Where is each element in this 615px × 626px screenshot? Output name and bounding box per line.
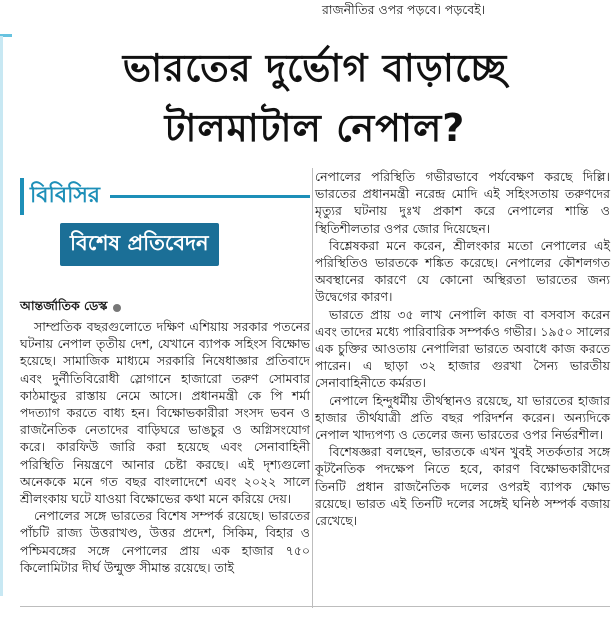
article-column-right <box>315 168 610 608</box>
desk-label: আন্তর্জাতিক ডেস্ক <box>20 298 108 313</box>
paragraph: বিশেষজ্ঞরা বলছেন, ভারতকে এখন খুবই সতর্কতার সঙ্গে কূটনৈতিক পদক্ষেপ নিতে হবে, কারণ বিক্ষোভকারীদের তিনটি প্রধান রাজনৈতিক দলের ওপরই ব্যাপক ক্ষোভ রয়েছে। ভারত এই তিনটি দলের সঙ্গেই ঘনিষ্ঠ সম্পর্ক বজায় রেখেছে। <box>315 444 610 529</box>
paragraph: নেপালে হিন্দুধর্মীয় তীর্থস্থানও রয়েছে, যা ভারতের হাজার হাজার তীর্থযাত্রী প্রতি বছর পরিদর্শন করেন। অন্যদিকে নেপাল খাদ্যপণ্য ও তেলের জন্য ভারতের ওপর নির্ভরশীল। <box>315 392 610 443</box>
bbc-rule <box>110 195 310 198</box>
bbc-label: বিবিসির <box>20 178 106 215</box>
paragraph: নেপালের সঙ্গে ভারতের বিশেষ সম্পর্ক রয়েছে। ভারতের পাঁচটি রাজ্য উত্তরাখণ্ড, উত্তর প্রদেশ, সিকিম, বিহার ও পশ্চিমবঙ্গের সঙ্গে নেপালের প্রায় এক হাজার ৭৫০ কিলোমিটার দীর্ঘ উন্মুক্ত সীমান্ত রয়েছে। তাই <box>20 508 310 575</box>
previous-column-end: রাজনীতির ওপর পড়বে। পড়বেই। <box>322 2 486 17</box>
article-column-left <box>20 176 310 616</box>
paragraph: নেপালের পরিস্থিতি গভীরভাবে পর্যবেক্ষণ করছে দিল্লি। ভারতের প্রধানমন্ত্রী নরেন্দ্র মোদি এই সহিংসতায় তরুণদের মৃত্যুর ঘটনায় দুঃখ প্রকাশ করে নেপালের শান্তি ও স্থিতিশীলতার ওপর জোর দিয়েছেন। <box>315 169 610 236</box>
paragraph: সাম্প্রতিক বছরগুলোতে দক্ষিণ এশিয়ায় সরকার পতনের ঘটনায় নেপাল তৃতীয় দেশ, যেখানে ব্যাপক সহিংস বিক্ষোভ হয়েছে। সামাজিক মাধ্যমে সরকারি নিষেধাজ্ঞার প্রতিবাদে এবং দুর্নীতিবিরোধী স্লোগানে হাজারো তরুণ সোমবার কাঠমান্ডুর রাস্তায় নেমে আসে। প্রধানমন্ত্রী কে পি শর্মা পদত্যাগ করতে বাধ্য হন। বিক্ষোভকারীরা সংসদ ভবন ও রাজনৈতিক নেতাদের বাড়িঘরে ভাঙচুর ও অগ্নিসংযোগ করে। কারফিউ জারি করা হয়েছে এবং সেনাবাহিনী পরিস্থিতি নিয়ন্ত্রণে আনার চেষ্টা করছে। এই দৃশ্যগুলো অনেককে মনে গত বছর বাংলাদেশে এবং ২০২২ সালে শ্রীলংকায় ঘটে যাওয়া বিক্ষোভের কথা মনে করিয়ে দেয়। <box>20 319 310 507</box>
bottom-rule <box>20 606 610 607</box>
special-report-badge: বিশেষ প্রতিবেদন <box>60 223 219 266</box>
side-rule <box>0 36 3 596</box>
headline-line-2: টালমাটাল নেপাল? <box>164 106 466 150</box>
bullet-icon <box>113 304 121 312</box>
bbc-tag <box>20 178 310 215</box>
headline <box>20 38 610 158</box>
paragraph: ভারতে প্রায় ৩৫ লাখ নেপালি কাজ বা বসবাস করেন এবং তাদের মধ্যে পারিবারিক সম্পর্কও গভীর। ১৯৫০ সালের এক চুক্তির আওতায় নেপালিরা ভারতে অবাধে কাজ করতে পারেন। এ ছাড়া ৩২ হাজার গুরখা সৈন্য ভারতীয় সেনাবাহিনীতে কর্মরত। <box>315 306 610 391</box>
paragraph: বিশ্লেষকরা মনে করেন, শ্রীলংকার মতো নেপালের এই পরিস্থিতিও ভারতকে শঙ্কিত করেছে। নেপালের কৌশলগত অবস্থানের কারণে যে কোনো অস্থিরতা ভারতের জন্য উদ্বেগের কারণ। <box>315 237 610 305</box>
byline <box>20 298 310 318</box>
column-divider <box>312 168 313 608</box>
headline-line-1: ভারতের দুর্ভোগ বাড়াচ্ছে <box>122 46 508 90</box>
